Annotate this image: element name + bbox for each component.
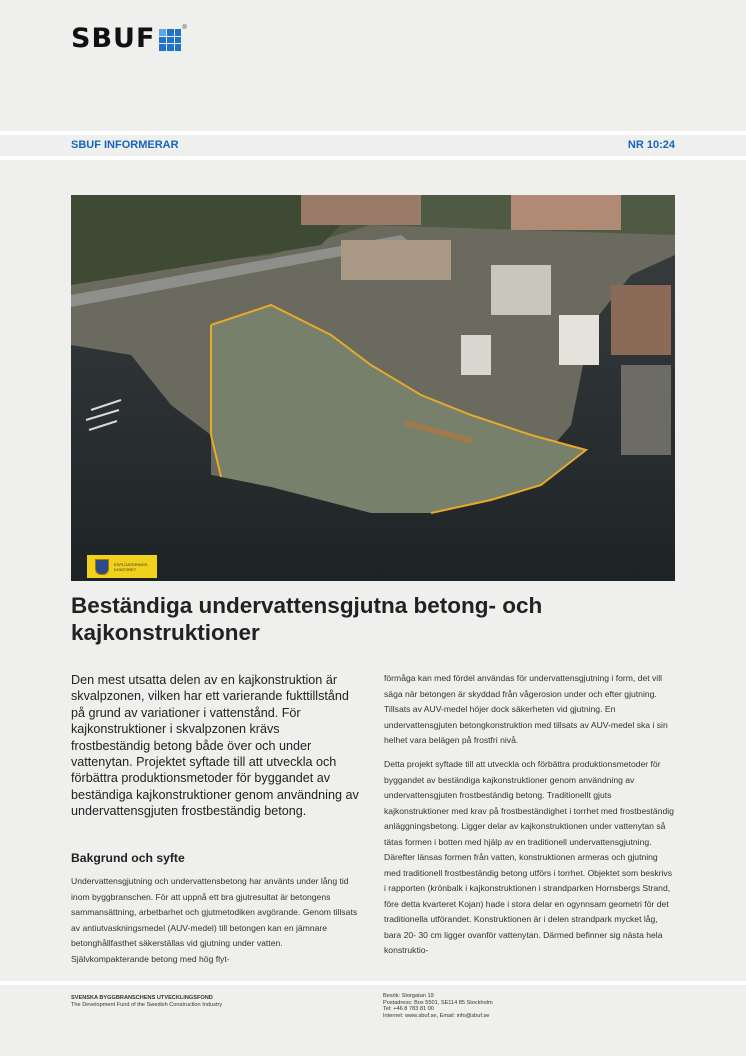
crest-icon [95, 559, 109, 575]
body-text-left: Undervattensgjutning och undervattensbetong har använts under lång tid inom byggbranschen. För att uppnå ett bra gjutresultat är betongens sammansättning, arbetbarhet och gjutmetodiken avgörande. Genom tillsats av antiutvaskningsmedel (AUV-medel) till betongen kan en jämnare betonghållfasthet säkerställas vid gjutning under vatten. Självkompakterande betong med hög flyt- [71, 876, 358, 964]
body-text-right-1: förmåga kan med fördel användas för undervattensgjutning i form, det vill säga när betongen är skyddad från vågerosion under och efter gjutning. Tillsats av AUV-medel höjer dock säkerheten vid gjutning. En undervattensgjuten betongkonstruktion med tillsats av AUV-medel ska i sin helhet vara belägen på frostfri nivå. [384, 673, 668, 745]
divider [0, 131, 746, 135]
logo-grid-icon [159, 29, 181, 51]
footer-post: Postadress: Box 5501, SE114 85 Stockholm [383, 999, 493, 1006]
footer-organization [71, 995, 222, 1009]
footer-org-name: SVENSKA BYGGBRANSCHENS UTVECKLINGSFOND [71, 995, 213, 1001]
footer-org-english: The Development Fund of the Swedish Construction Industry [71, 1002, 223, 1008]
section-heading: Bakgrund och syfte [71, 851, 185, 865]
footer-tel: Tel: +46 8 783 81 00 [383, 1006, 434, 1013]
divider [0, 156, 746, 160]
registered-mark: ® [182, 25, 187, 31]
page-title: Beständiga undervattensgjutna betong- och kajkonstruktioner [71, 593, 543, 645]
divider [0, 981, 746, 985]
exploateringskontoret-badge [87, 555, 157, 578]
footer-visit: Besök: Storgatan 19 [383, 993, 434, 999]
logo [71, 25, 187, 53]
body-text-right-2: Detta projekt syftade till att utveckla och förbättra produktionsmetoder för byggandet av beständiga kajkonstruktioner genom användning av undervattensgjuten frostbeständig betong. Traditionellt gjuts kajkonstruktioner med krav på frostbeständighet i torrhet med frostbeständig anläggningsbetong. Ligger delar av kajkonstruktionen under vattenytan så tätas formen i botten med hjälp av en traditionell undervattensgjutning. Därefter länsas formen från vatten, konstruktionen armeras och gjutning med traditionell frostbeständig betong utförs i torrhet. Objektet som beskrivs i rapporten (krönbalk i kajkonstruktionen i strandparken Hornsbergs Strand, före detta kvarteret Kojan) hade i stora delar en ogynnsam geometri för det traditionella utförandet. Konstruktionen är i delen strandpark mycket låg, bara 20- 30 cm ligger ovanför vattenytan. Därmed befinner sig nästa hela konstruktio- [384, 759, 674, 955]
footer-contact [383, 993, 493, 1019]
footer-web: Internet: www.sbuf.se, Email: info@sbuf.se [383, 1012, 490, 1019]
logo-text: SBUF [71, 23, 156, 54]
lead-paragraph: Den mest utsatta delen av en kajkonstruktion är skvalpzonen, vilken har ett varierande fukttillstånd på grund av variationer i vattenstånd. För kajkonstruktioner i skvalpzonen krävs frostbeständig betong både över och under vattenytan. Projektet syftade till att utveckla och förbättra produktionsmetoder för byggandet av beständiga kajkonstruktioner genom användning av undervattensgjuten frostbeständig betong. [71, 673, 359, 819]
info-bar [71, 139, 675, 151]
issue-number: NR 10:24 [627, 139, 675, 151]
badge-text: EXPLOATERINGS KONTORET [114, 561, 148, 572]
series-label: SBUF INFORMERAR [71, 139, 179, 151]
aerial-photo [71, 195, 675, 581]
